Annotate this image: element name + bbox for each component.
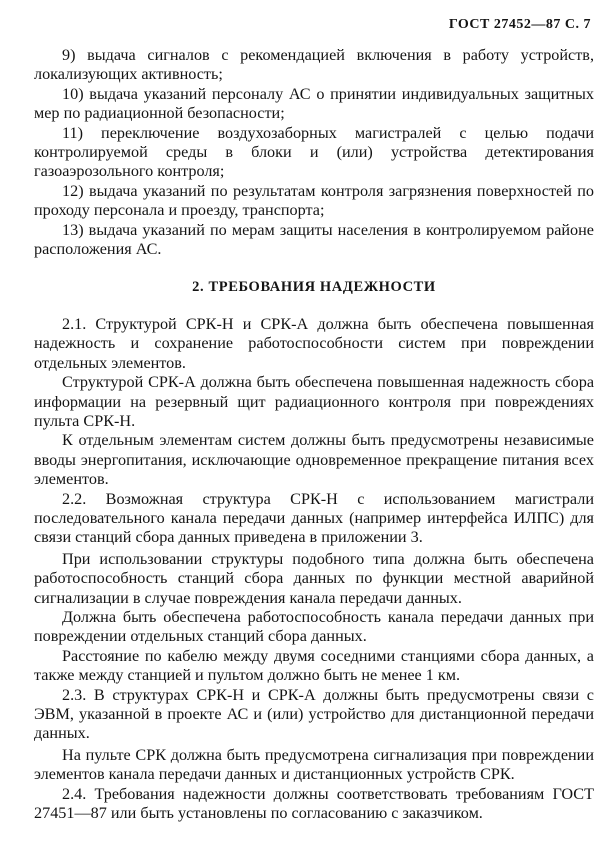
paragraph-2-4: 2.4. Требования надежности должны соответствовать требованиям ГОСТ 27451—87 или быть установлены по согласованию с заказчиком. — [34, 784, 594, 823]
list-item-12: 12) выдача указаний по результатам контроля загрязнения поверхностей по проходу персонала и проезду, транспорта; — [34, 181, 594, 220]
paragraph: Расстояние по кабелю между двумя соседними станциями сбора данных, а также между станцией и пультом должно быть не менее 1 км. — [34, 646, 594, 685]
document-body — [34, 46, 594, 823]
list-item-13: 13) выдача указаний по мерам защиты населения в контролируемом районе расположения АС. — [34, 220, 594, 259]
paragraph: Структурой СРК-А должна быть обеспечена повышенная надежность сбора информации на резервный щит радиационного контроля при повреждениях пульта СРК-Н. — [34, 373, 594, 430]
paragraph: К отдельным элементам систем должны быть предусмотрены независимые вводы энергопитания, исключающие одновременное прекращение питания всех элементов. — [34, 431, 594, 489]
list-item-9: 9) выдача сигналов с рекомендацией включения в работу устройств, локализующих активность; — [34, 46, 594, 84]
paragraph: При использовании структуры подобного типа должна быть обеспечена работоспособность станций сбора данных по функции местной аварийной сигнализации в случае повреждения канала передачи данных. — [34, 549, 594, 607]
section-title: 2. ТРЕБОВАНИЯ НАДЕЖНОСТИ — [192, 279, 436, 296]
list-item-10: 10) выдача указаний персоналу АС о принятии индивидуальных защитных мер по радиационной безопасности; — [34, 84, 594, 123]
paragraph: На пульте СРК должна быть предусмотрена сигнализация при повреждении элементов канала передачи данных и дистанционных устройств СРК. — [34, 745, 594, 784]
paragraph-2-2: 2.2. Возможная структура СРК-Н с использованием магистрали последовательного канала передачи данных (например интерфейса ИЛПС) для связи станций сбора данных приведена в приложении 3. — [34, 489, 594, 547]
paragraph: Должна быть обеспечена работоспособность канала передачи данных при повреждении отдельных станций сбора данных. — [34, 607, 594, 646]
running-header: ГОСТ 27452—87 С. 7 — [448, 17, 591, 32]
paragraph-2-3: 2.3. В структурах СРК-Н и СРК-А должны быть предусмотрены связи с ЭВМ, указанной в проекте АС и (или) устройство для дистанционной передачи данных. — [34, 685, 594, 743]
list-item-11: 11) переключение воздухозаборных магистралей с целью подачи контролируемой среды в блоки и (или) устройства детектирования газоаэрозольного контроля; — [34, 123, 594, 181]
paragraph-2-1: 2.1. Структурой СРК-Н и СРК-А должна быть обеспечена повышенная надежность и сохранение работоспособности систем при повреждении отдельных элементов. — [34, 314, 594, 372]
